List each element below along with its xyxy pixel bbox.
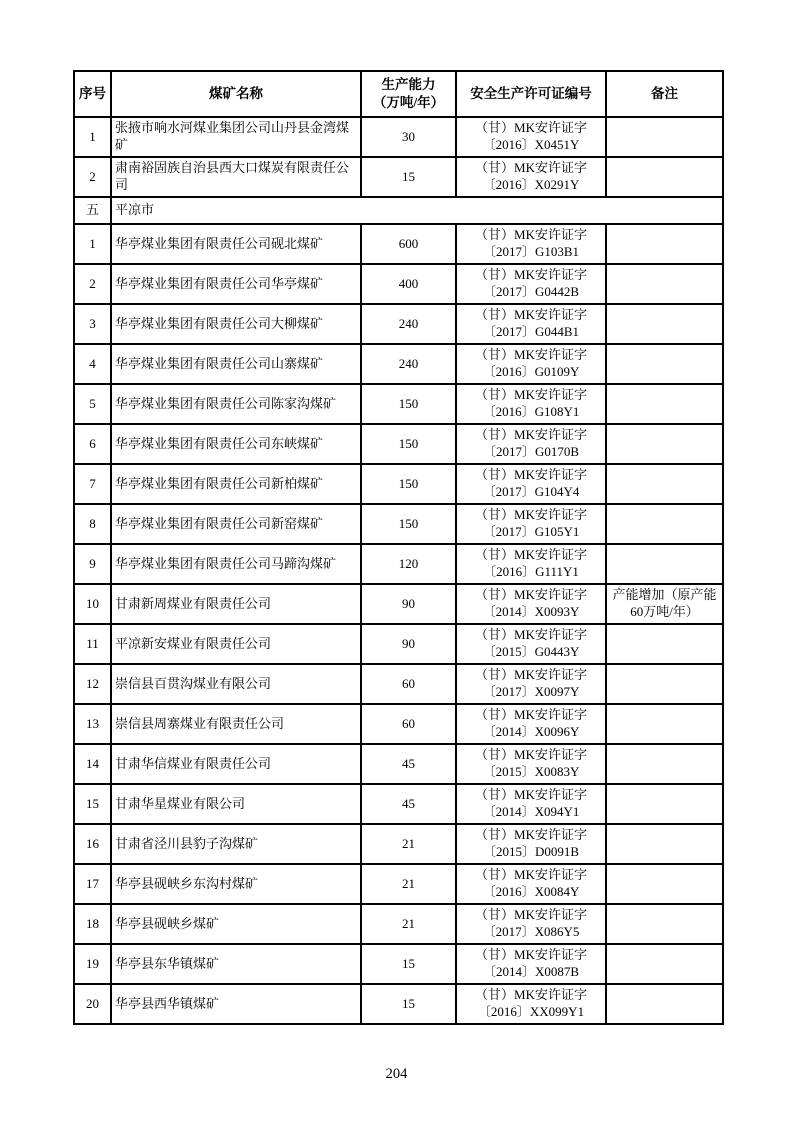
table-row [74, 624, 723, 664]
cell-remark [606, 864, 723, 904]
cell-city-name: 平凉市 [111, 197, 723, 224]
cell-serial-number: 1 [74, 224, 111, 264]
cell-license-number: （甘）MK安许证字〔2017〕G105Y1 [456, 504, 606, 544]
cell-remark [606, 624, 723, 664]
cell-serial-number: 14 [74, 744, 111, 784]
cell-capacity: 15 [361, 984, 456, 1024]
cell-serial-number: 12 [74, 664, 111, 704]
cell-mine-name: 华亭县东华镇煤矿 [111, 944, 361, 984]
table-row [74, 824, 723, 864]
table-row [74, 904, 723, 944]
cell-serial-number: 五 [74, 197, 111, 224]
cell-license-number: （甘）MK安许证字〔2015〕D0091B [456, 824, 606, 864]
cell-remark [606, 264, 723, 304]
cell-remark [606, 464, 723, 504]
table-header-row [74, 71, 723, 117]
cell-remark: 产能增加（原产能60万吨/年） [606, 584, 723, 624]
table-row [74, 784, 723, 824]
cell-capacity: 120 [361, 544, 456, 584]
cell-capacity: 150 [361, 384, 456, 424]
cell-capacity: 90 [361, 584, 456, 624]
cell-capacity: 60 [361, 704, 456, 744]
cell-mine-name: 华亭煤业集团有限责任公司山寨煤矿 [111, 344, 361, 384]
cell-license-number: （甘）MK安许证字〔2017〕G104Y4 [456, 464, 606, 504]
cell-mine-name: 华亭煤业集团有限责任公司华亭煤矿 [111, 264, 361, 304]
header-remark-label: 备注 [651, 86, 678, 102]
cell-capacity: 90 [361, 624, 456, 664]
coal-mine-table [73, 70, 724, 1025]
table-row [74, 157, 723, 197]
cell-serial-number: 15 [74, 784, 111, 824]
table-body [74, 117, 723, 1024]
cell-remark [606, 304, 723, 344]
header-capacity [361, 71, 456, 117]
table-row [74, 264, 723, 304]
cell-remark [606, 824, 723, 864]
cell-license-number: （甘）MK安许证字〔2017〕X086Y5 [456, 904, 606, 944]
table-row [74, 384, 723, 424]
cell-capacity: 21 [361, 824, 456, 864]
cell-mine-name: 华亭县砚峡乡煤矿 [111, 904, 361, 944]
cell-license-number: （甘）MK安许证字〔2017〕G103B1 [456, 224, 606, 264]
cell-serial-number: 2 [74, 157, 111, 197]
cell-mine-name: 华亭县西华镇煤矿 [111, 984, 361, 1024]
cell-serial-number: 6 [74, 424, 111, 464]
cell-license-number: （甘）MK安许证字〔2014〕X0087B [456, 944, 606, 984]
cell-remark [606, 704, 723, 744]
section-row [74, 197, 723, 224]
cell-capacity: 240 [361, 344, 456, 384]
cell-remark [606, 544, 723, 584]
cell-remark [606, 904, 723, 944]
cell-mine-name: 华亭煤业集团有限责任公司陈家沟煤矿 [111, 384, 361, 424]
cell-serial-number: 19 [74, 944, 111, 984]
cell-serial-number: 16 [74, 824, 111, 864]
header-license [456, 71, 606, 117]
cell-license-number: （甘）MK安许证字〔2017〕G0170B [456, 424, 606, 464]
cell-license-number: （甘）MK安许证字〔2014〕X094Y1 [456, 784, 606, 824]
cell-serial-number: 17 [74, 864, 111, 904]
cell-serial-number: 9 [74, 544, 111, 584]
cell-capacity: 150 [361, 424, 456, 464]
cell-license-number: （甘）MK安许证字〔2016〕X0084Y [456, 864, 606, 904]
cell-capacity: 240 [361, 304, 456, 344]
header-capacity-line2: （万吨/年） [372, 95, 445, 110]
cell-serial-number: 20 [74, 984, 111, 1024]
table-row [74, 864, 723, 904]
cell-serial-number: 1 [74, 117, 111, 157]
cell-remark [606, 344, 723, 384]
cell-license-number: （甘）MK安许证字〔2015〕X0083Y [456, 744, 606, 784]
cell-serial-number: 13 [74, 704, 111, 744]
cell-license-number: （甘）MK安许证字〔2014〕X0096Y [456, 704, 606, 744]
cell-serial-number: 8 [74, 504, 111, 544]
cell-capacity: 21 [361, 864, 456, 904]
cell-capacity: 150 [361, 504, 456, 544]
cell-serial-number: 7 [74, 464, 111, 504]
cell-remark [606, 744, 723, 784]
header-serial-number [74, 71, 111, 117]
cell-mine-name: 华亭煤业集团有限责任公司大柳煤矿 [111, 304, 361, 344]
table-row [74, 744, 723, 784]
cell-mine-name: 甘肃省泾川县豹子沟煤矿 [111, 824, 361, 864]
cell-remark [606, 424, 723, 464]
table-row [74, 944, 723, 984]
cell-serial-number: 2 [74, 264, 111, 304]
cell-license-number: （甘）MK安许证字〔2017〕G044B1 [456, 304, 606, 344]
cell-mine-name: 华亭煤业集团有限责任公司东峡煤矿 [111, 424, 361, 464]
table-row [74, 304, 723, 344]
page-number: 204 [385, 1066, 408, 1082]
cell-mine-name: 华亭煤业集团有限责任公司砚北煤矿 [111, 224, 361, 264]
cell-mine-name: 华亭煤业集团有限责任公司马蹄沟煤矿 [111, 544, 361, 584]
cell-mine-name: 平凉新安煤业有限责任公司 [111, 624, 361, 664]
header-serial-number-label: 序号 [79, 86, 106, 102]
cell-mine-name: 张掖市响水河煤业集团公司山丹县金湾煤矿 [111, 117, 361, 157]
cell-remark [606, 784, 723, 824]
table-row [74, 664, 723, 704]
cell-serial-number: 4 [74, 344, 111, 384]
cell-capacity: 60 [361, 664, 456, 704]
cell-capacity: 150 [361, 464, 456, 504]
header-remark [606, 71, 723, 117]
cell-capacity: 30 [361, 117, 456, 157]
table-row [74, 424, 723, 464]
cell-license-number: （甘）MK安许证字〔2016〕X0451Y [456, 117, 606, 157]
cell-remark [606, 664, 723, 704]
cell-capacity: 45 [361, 784, 456, 824]
cell-remark [606, 984, 723, 1024]
table-row [74, 984, 723, 1024]
cell-capacity: 45 [361, 744, 456, 784]
cell-remark [606, 504, 723, 544]
header-license-label: 安全生产许可证编号 [470, 86, 592, 102]
cell-mine-name: 崇信县周寨煤业有限责任公司 [111, 704, 361, 744]
header-capacity-line1: 生产能力 [381, 77, 436, 93]
cell-mine-name: 甘肃华星煤业有限公司 [111, 784, 361, 824]
header-mine-name-label: 煤矿名称 [209, 86, 263, 102]
cell-license-number: （甘）MK安许证字〔2017〕X0097Y [456, 664, 606, 704]
cell-mine-name: 肃南裕固族自治县西大口煤炭有限责任公司 [111, 157, 361, 197]
cell-remark [606, 224, 723, 264]
table-row [74, 704, 723, 744]
cell-mine-name: 甘肃华信煤业有限责任公司 [111, 744, 361, 784]
cell-remark [606, 384, 723, 424]
cell-license-number: （甘）MK安许证字〔2017〕G0442B [456, 264, 606, 304]
cell-serial-number: 10 [74, 584, 111, 624]
cell-license-number: （甘）MK安许证字〔2016〕G0109Y [456, 344, 606, 384]
cell-capacity: 400 [361, 264, 456, 304]
cell-serial-number: 18 [74, 904, 111, 944]
cell-mine-name: 华亭县砚峡乡东沟村煤矿 [111, 864, 361, 904]
cell-remark [606, 157, 723, 197]
cell-remark [606, 117, 723, 157]
cell-capacity: 600 [361, 224, 456, 264]
cell-license-number: （甘）MK安许证字〔2015〕G0443Y [456, 624, 606, 664]
cell-license-number: （甘）MK安许证字〔2014〕X0093Y [456, 584, 606, 624]
cell-mine-name: 崇信县百贯沟煤业有限公司 [111, 664, 361, 704]
cell-serial-number: 3 [74, 304, 111, 344]
cell-serial-number: 5 [74, 384, 111, 424]
table-row [74, 584, 723, 624]
cell-license-number: （甘）MK安许证字〔2016〕G108Y1 [456, 384, 606, 424]
header-mine-name [111, 71, 361, 117]
cell-mine-name: 甘肃新周煤业有限责任公司 [111, 584, 361, 624]
cell-license-number: （甘）MK安许证字〔2016〕X0291Y [456, 157, 606, 197]
table-row [74, 344, 723, 384]
table-row [74, 464, 723, 504]
cell-license-number: （甘）MK安许证字〔2016〕XX099Y1 [456, 984, 606, 1024]
cell-capacity: 15 [361, 944, 456, 984]
cell-capacity: 15 [361, 157, 456, 197]
cell-mine-name: 华亭煤业集团有限责任公司新窑煤矿 [111, 504, 361, 544]
table-row [74, 544, 723, 584]
cell-mine-name: 华亭煤业集团有限责任公司新柏煤矿 [111, 464, 361, 504]
table-row [74, 117, 723, 157]
cell-capacity: 21 [361, 904, 456, 944]
cell-license-number: （甘）MK安许证字〔2016〕G111Y1 [456, 544, 606, 584]
table-row [74, 224, 723, 264]
table-row [74, 504, 723, 544]
cell-remark [606, 944, 723, 984]
cell-serial-number: 11 [74, 624, 111, 664]
